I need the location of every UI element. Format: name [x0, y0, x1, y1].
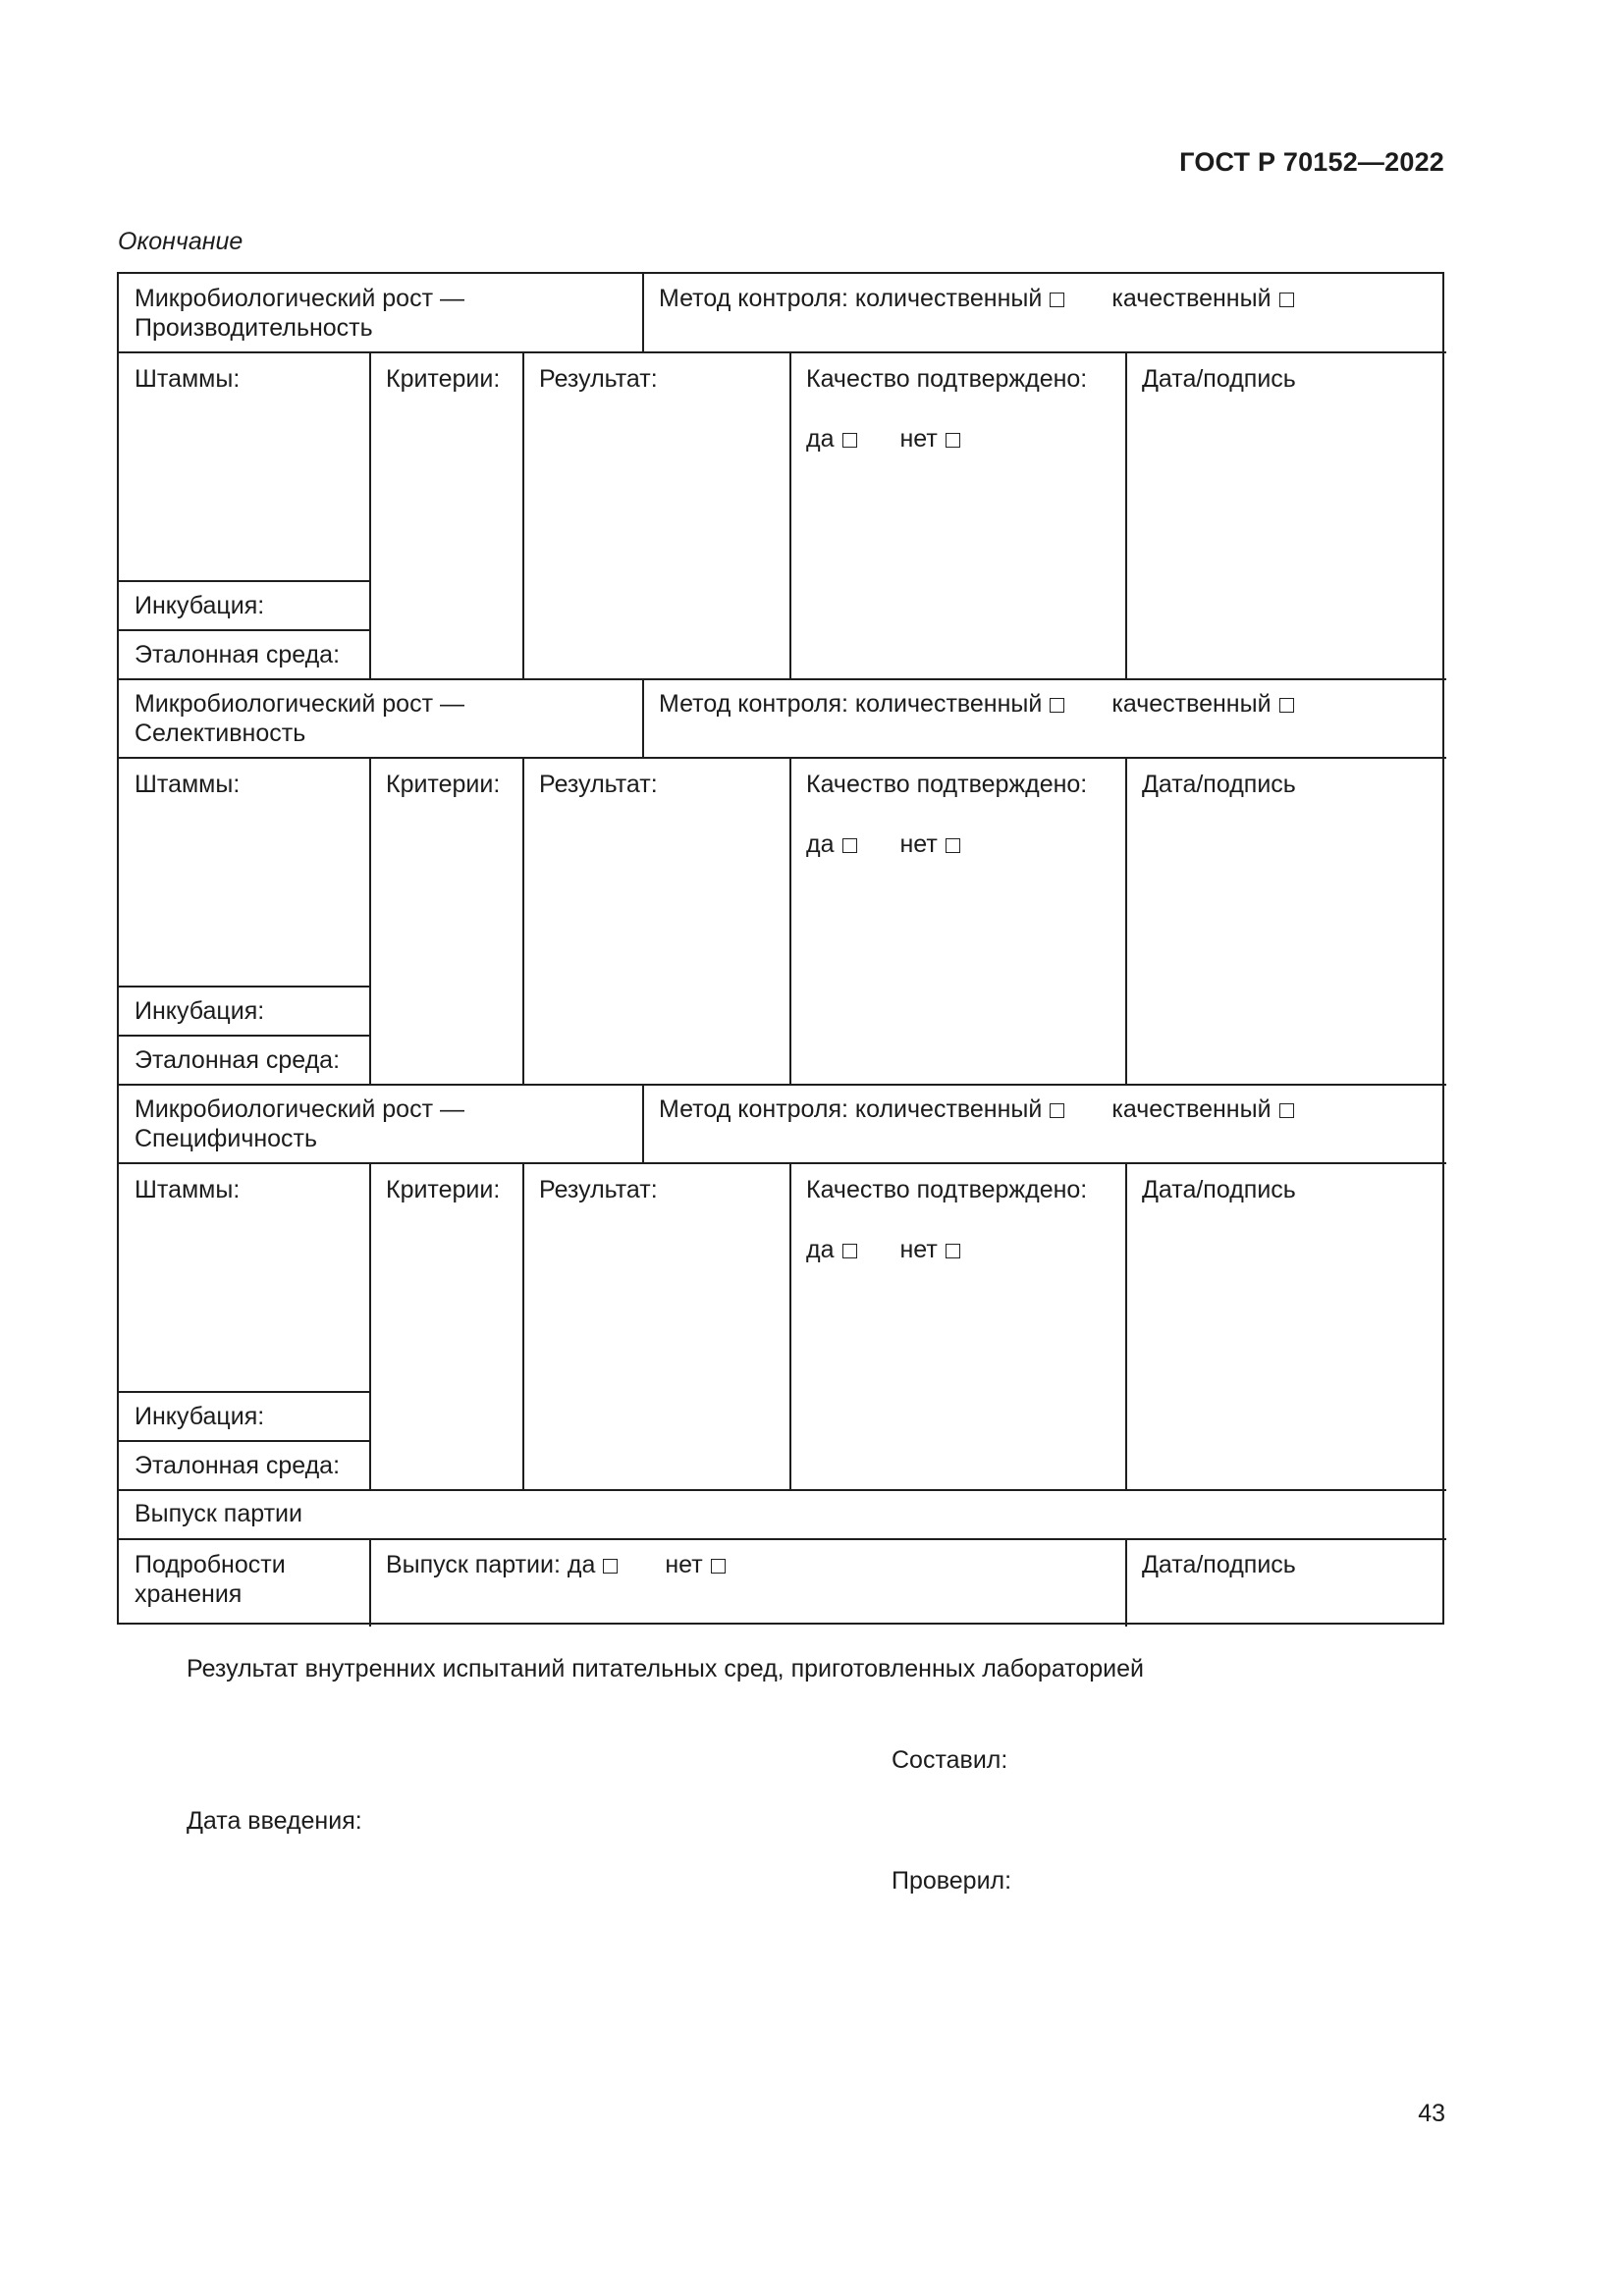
table-rule — [789, 352, 791, 679]
criteria-label-text: Критерии: — [386, 1176, 501, 1203]
incubation-label-text: Инкубация: — [135, 997, 265, 1025]
criteria-label-text: Критерии: — [386, 771, 501, 798]
result-label — [539, 1175, 658, 1204]
qualitative-label: качественный — [1111, 1095, 1272, 1123]
table-rule — [119, 1538, 1446, 1540]
table-rule — [1125, 1163, 1127, 1490]
table-rule — [119, 1489, 1446, 1491]
reference-medium-label — [135, 640, 340, 669]
batch-date-signature-label — [1142, 1550, 1296, 1579]
table-rule — [522, 758, 524, 1085]
table-rule — [119, 1391, 370, 1393]
section-title — [135, 284, 464, 343]
table-rule — [1125, 1539, 1127, 1627]
table-rule — [1125, 758, 1127, 1085]
no-label: нет — [899, 425, 938, 453]
method-label: Метод контроля: количественный — [659, 690, 1043, 718]
control-form-table — [117, 272, 1444, 1625]
incubation-label — [135, 996, 264, 1026]
table-rule — [119, 757, 1446, 759]
criteria-label-text: Критерии: — [386, 365, 501, 393]
date-signature-label — [1142, 1175, 1296, 1204]
yes-label: да — [806, 830, 835, 858]
qualitative-checkbox[interactable] — [1279, 1103, 1294, 1118]
incubation-label-text: Инкубация: — [135, 592, 265, 619]
qualitative-checkbox[interactable] — [1279, 698, 1294, 713]
release-no-checkbox[interactable] — [711, 1559, 726, 1574]
result-label — [539, 364, 658, 394]
quantitative-checkbox[interactable] — [1050, 698, 1064, 713]
section-title-line2: Производительность — [135, 314, 373, 342]
strains-label-text: Штаммы: — [135, 1176, 241, 1203]
strains-label — [135, 364, 240, 394]
section-title-line2: Селективность — [135, 720, 306, 747]
storage-line1: Подробности — [135, 1551, 286, 1578]
date-signature-label — [1142, 364, 1296, 394]
criteria-label — [386, 770, 500, 799]
yes-label: да — [806, 1236, 835, 1263]
result-label-text: Результат: — [539, 1176, 658, 1203]
reference-label-text: Эталонная среда: — [135, 1452, 341, 1479]
quality-confirmed-label — [806, 1175, 1087, 1204]
result-text: Результат внутренних испытаний питательных сред, приготовленных лабораторией — [187, 1655, 1144, 1682]
no-checkbox[interactable] — [946, 838, 960, 853]
section-title-line1: Микробиологический рост — — [135, 690, 464, 718]
batch-release-title — [135, 1499, 302, 1528]
date-label-text: Дата/подпись — [1142, 771, 1296, 798]
qualitative-label: качественный — [1111, 285, 1272, 312]
intro-date-label: Дата введения: — [187, 1807, 362, 1835]
table-rule — [119, 1162, 1446, 1164]
yes-checkbox[interactable] — [842, 838, 857, 853]
table-rule — [119, 1035, 370, 1037]
continuation-label: Окончание — [118, 228, 244, 255]
table-rule — [369, 1539, 371, 1627]
yes-checkbox[interactable] — [842, 1244, 857, 1258]
yes-label: да — [806, 425, 835, 453]
yes-no-options — [806, 1235, 960, 1264]
quality-label-text: Качество подтверждено: — [806, 1176, 1088, 1203]
yes-checkbox[interactable] — [842, 433, 857, 448]
batch-title-text: Выпуск партии — [135, 1500, 302, 1527]
table-rule — [119, 580, 370, 582]
strains-label-text: Штаммы: — [135, 771, 241, 798]
reference-label-text: Эталонная среда: — [135, 1046, 341, 1074]
date-label-text: Дата/подпись — [1142, 365, 1296, 393]
quantitative-checkbox[interactable] — [1050, 1103, 1064, 1118]
result-label-text: Результат: — [539, 771, 658, 798]
storage-details-label — [135, 1550, 286, 1609]
no-checkbox[interactable] — [946, 433, 960, 448]
criteria-label — [386, 1175, 500, 1204]
document-code: ГОСТ Р 70152—2022 — [1179, 147, 1444, 177]
section-title-line1: Микробиологический рост — — [135, 1095, 464, 1123]
table-rule — [119, 1440, 370, 1442]
strains-label — [135, 1175, 240, 1204]
section-title — [135, 689, 464, 748]
section-title — [135, 1095, 464, 1153]
criteria-label — [386, 364, 500, 394]
quality-label-text: Качество подтверждено: — [806, 365, 1088, 393]
table-rule — [642, 679, 644, 758]
table-rule — [789, 1163, 791, 1490]
qualitative-label: качественный — [1111, 690, 1272, 718]
table-rule — [1125, 352, 1127, 679]
page-number: 43 — [1418, 2100, 1445, 2127]
batch-date-text: Дата/подпись — [1142, 1551, 1296, 1578]
release-yes-checkbox[interactable] — [603, 1559, 618, 1574]
date-label-text: Дата/подпись — [1142, 1176, 1296, 1203]
table-rule — [642, 1085, 644, 1163]
method-label: Метод контроля: количественный — [659, 285, 1043, 312]
incubation-label-text: Инкубация: — [135, 1403, 265, 1430]
checked-label: Проверил: — [892, 1867, 1012, 1895]
quantitative-checkbox[interactable] — [1050, 293, 1064, 307]
strains-label-text: Штаммы: — [135, 365, 241, 393]
compiled-label: Составил: — [892, 1746, 1008, 1774]
table-rule — [119, 1084, 1446, 1086]
section-title-line2: Специфичность — [135, 1125, 318, 1152]
table-rule — [522, 1163, 524, 1490]
table-rule — [119, 629, 370, 631]
incubation-label — [135, 591, 264, 620]
section-title-line1: Микробиологический рост — — [135, 285, 464, 312]
method-label: Метод контроля: количественный — [659, 1095, 1043, 1123]
release-label: Выпуск партии: да — [386, 1551, 596, 1578]
table-rule — [789, 758, 791, 1085]
release-no-label: нет — [665, 1551, 703, 1578]
reference-medium-label — [135, 1045, 340, 1075]
no-label: нет — [899, 1236, 938, 1263]
reference-label-text: Эталонная среда: — [135, 641, 341, 668]
result-label-text: Результат: — [539, 365, 658, 393]
table-rule — [522, 352, 524, 679]
method-control — [659, 1095, 1294, 1124]
result-label — [539, 770, 658, 799]
method-control — [659, 689, 1294, 719]
incubation-label — [135, 1402, 264, 1431]
no-checkbox[interactable] — [946, 1244, 960, 1258]
date-signature-label — [1142, 770, 1296, 799]
strains-label — [135, 770, 240, 799]
method-control — [659, 284, 1294, 313]
table-rule — [642, 274, 644, 352]
quality-confirmed-label — [806, 364, 1087, 394]
yes-no-options — [806, 829, 960, 859]
reference-medium-label — [135, 1451, 340, 1480]
batch-release-options — [386, 1550, 726, 1579]
table-rule — [119, 986, 370, 988]
table-rule — [119, 351, 1446, 353]
quality-confirmed-label — [806, 770, 1087, 799]
table-rule — [119, 678, 1446, 680]
qualitative-checkbox[interactable] — [1279, 293, 1294, 307]
quality-label-text: Качество подтверждено: — [806, 771, 1088, 798]
storage-line2: хранения — [135, 1580, 243, 1608]
no-label: нет — [899, 830, 938, 858]
yes-no-options — [806, 424, 960, 454]
